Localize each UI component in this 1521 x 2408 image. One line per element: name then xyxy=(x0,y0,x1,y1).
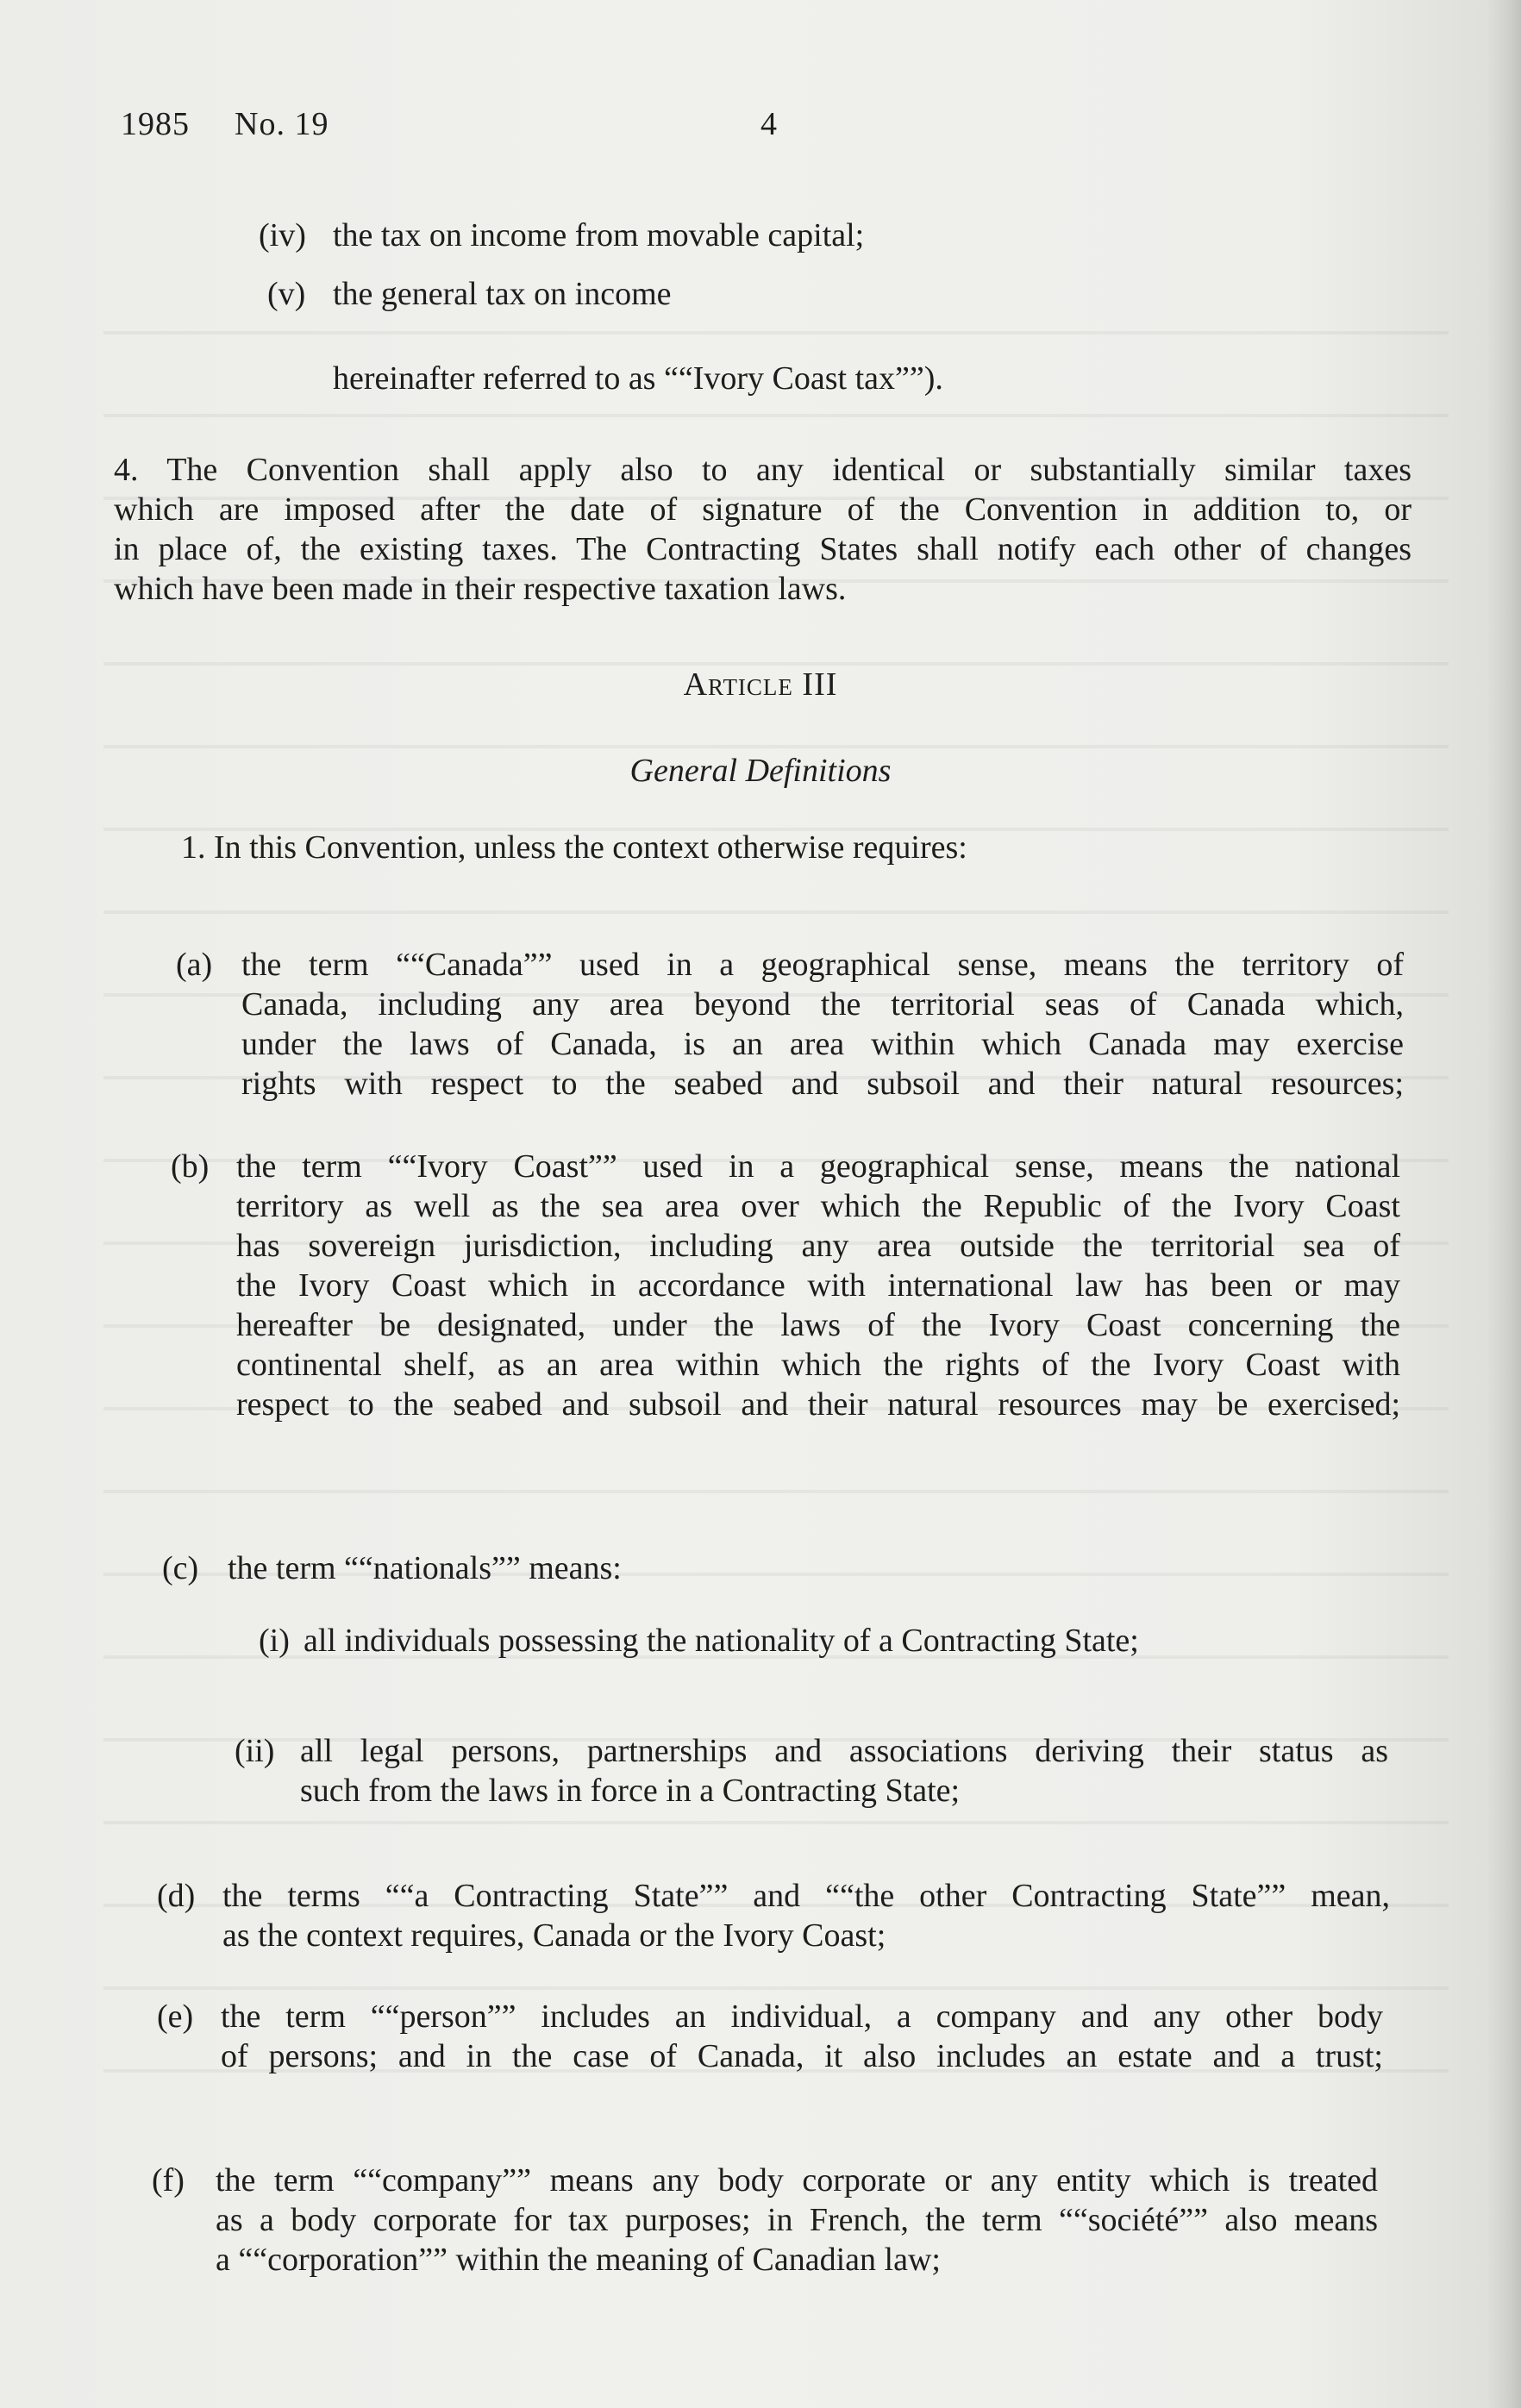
def-label-c: (c) xyxy=(162,1550,199,1586)
paragraph-4 xyxy=(114,450,1411,609)
definition-d xyxy=(222,1876,1390,1955)
paragraph-line: which have been made in their respective taxation laws. xyxy=(114,571,847,607)
header-year: 1985 xyxy=(121,106,190,142)
definition-line: hereafter be designated, under the laws of the Ivory Coast concerning the xyxy=(236,1307,1400,1343)
definition-line: under the laws of Canada, is an area within which Canada may exercise xyxy=(241,1026,1404,1062)
def-label-c-ii: (ii) xyxy=(235,1733,275,1769)
definition-line: rights with respect to the seabed and subsoil and their natural resources; xyxy=(241,1066,1404,1102)
definition-line: territory as well as the sea area over which the Republic of the Ivory Coast xyxy=(236,1188,1400,1224)
definition-e xyxy=(221,1997,1383,2076)
definition-line: a ““corporation”” within the meaning of Canadian law; xyxy=(216,2242,941,2278)
definition-c: the term ““nationals”” means: xyxy=(228,1550,622,1586)
definition-a xyxy=(241,945,1404,1104)
page-edge-shadow xyxy=(1487,0,1521,2408)
def-label-e: (e) xyxy=(157,1998,194,2035)
definition-line: the Ivory Coast which in accordance with international law has been or may xyxy=(236,1267,1400,1304)
article-subtitle: General Definitions xyxy=(629,753,892,789)
paragraph-line: which are imposed after the date of signature of the Convention in addition to, or xyxy=(114,491,1411,528)
definition-line: the term ““person”” includes an individual, a company and any other body xyxy=(221,1998,1383,2035)
definition-line: the term ““Ivory Coast”” used in a geographical sense, means the national xyxy=(236,1148,1400,1185)
header-number: No. 19 xyxy=(235,106,329,142)
definition-line: such from the laws in force in a Contracting State; xyxy=(300,1773,961,1809)
paragraph-line: 4. The Convention shall apply also to any identical or substantially similar taxes xyxy=(114,452,1411,488)
def-label-c-i: (i) xyxy=(259,1623,290,1659)
def-label-a: (a) xyxy=(176,947,213,983)
tax-definition-note: hereinafter referred to as ““Ivory Coast tax””). xyxy=(333,360,943,397)
definition-line: Canada, including any area beyond the territorial seas of Canada which, xyxy=(241,986,1404,1023)
def-label-d: (d) xyxy=(157,1878,196,1914)
definition-f xyxy=(216,2161,1378,2280)
definition-line: has sovereign jurisdiction, including any area outside the territorial sea of xyxy=(236,1228,1400,1264)
definition-line: all legal persons, partnerships and associations deriving their status as xyxy=(300,1733,1388,1769)
definition-b xyxy=(236,1147,1400,1424)
list-item-v: the general tax on income xyxy=(333,276,672,312)
definition-line: continental shelf, as an area within which the rights of the Ivory Coast with xyxy=(236,1347,1400,1383)
definition-line: the terms ““a Contracting State”” and ““the other Contracting State”” mean, xyxy=(222,1878,1390,1914)
paragraph-line: in place of, the existing taxes. The Contracting States shall notify each other of changes xyxy=(114,531,1411,567)
definition-c-ii xyxy=(300,1731,1388,1811)
definition-line: the term ““company”” means any body corporate or any entity which is treated xyxy=(216,2162,1378,2198)
definition-line: the term ““Canada”” used in a geographical sense, means the territory of xyxy=(241,947,1404,983)
definition-c-i: all individuals possessing the nationality of a Contracting State; xyxy=(304,1623,1139,1659)
def-label-b: (b) xyxy=(171,1148,210,1185)
definition-line: respect to the seabed and subsoil and their natural resources may be exercised; xyxy=(236,1386,1400,1423)
list-item-iv: the tax on income from movable capital; xyxy=(333,217,865,253)
page-number: 4 xyxy=(760,106,778,142)
definition-line: as a body corporate for tax purposes; in French, the term ““société”” also means xyxy=(216,2202,1378,2238)
definition-line: of persons; and in the case of Canada, it also includes an estate and a trust; xyxy=(221,2038,1383,2074)
article-title: Article III xyxy=(683,666,838,703)
list-label-v: (v) xyxy=(267,276,306,312)
intro-line: 1. In this Convention, unless the context otherwise requires: xyxy=(181,829,967,866)
definition-line: as the context requires, Canada or the Ivory Coast; xyxy=(222,1917,886,1954)
def-label-f: (f) xyxy=(152,2162,185,2198)
list-label-iv: (iv) xyxy=(259,217,306,253)
